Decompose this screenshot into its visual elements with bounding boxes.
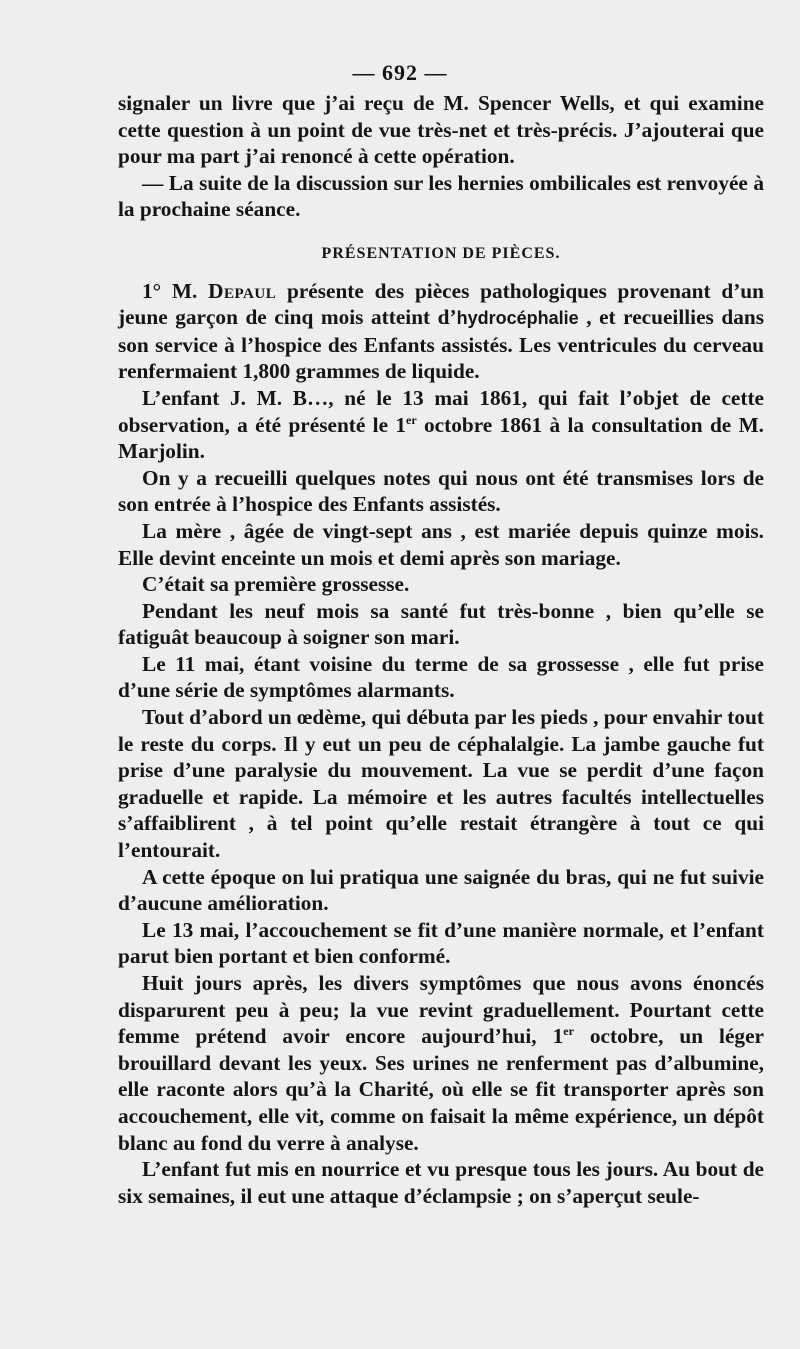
paragraph-discussion-deferred: — La suite de la discussion sur les hernies ombilicales est renvoyée à la prochaine séance. — [118, 170, 764, 222]
recovery-text-end: octobre, un léger brouillard devant les yeux. Ses urines ne renferment pas d’albumine, elle raconte alors qu’à la Charité, où elle se fit transporter après son accouchement, elle vit, comme on faisait la même expérience, un dépôt blanc au fond du verre à analyse. — [118, 1024, 764, 1155]
observation-text-end: octobre 1861 à la consultation de M. Marjolin. — [118, 412, 764, 464]
paragraph-first-pregnancy: C’était sa première grossesse. — [142, 572, 410, 597]
ordinal-suffix: er — [406, 412, 417, 427]
paragraph-symptoms: Tout d’abord un œdème, qui débuta par les pieds , pour envahir tout le reste du corps. Il y eut un peu de céphalalgie. La jambe gauche fut prise d’une paralysie du mouvement. La vue se perdit d’une façon graduelle et rapide. La mémoire et les autres facultés intellectuelles s’affaiblirent , à tel point qu’elle restait étrangère à tout ce qui l’entourait. — [118, 705, 764, 863]
paragraph-nursing: L’enfant fut mis en nourrice et vu presque tous les jours. Au bout de six semaines, il eut une attaque d’éclampsie ; on s’aperçut seule- — [118, 1157, 764, 1208]
paragraph-delivery: Le 13 mai, l’accouchement se fit d’une manière normale, et l’enfant parut bien portant et bien conformé. — [118, 917, 764, 969]
author-name: Depaul — [208, 278, 277, 303]
presentation-text-end: , et recueillies dans son service à l’hospice des Enfants assistés. Les ventricules du cerveau renfermaient 1,800 grammes de liquide. — [118, 305, 764, 384]
paragraph-symptoms-onset: Le 11 mai, étant voisine du terme de sa grossesse , elle fut prise d’une série de symptômes alarmants. — [118, 651, 764, 703]
observation-text: L’enfant J. M. B…, né le 13 mai 1861, qui fait l’objet de cette observation, a été présenté le 1 — [118, 385, 764, 437]
paragraph-recovery — [118, 970, 764, 1156]
item-number: 1° M. — [142, 278, 209, 303]
paragraph-mother: La mère , âgée de vingt-sept ans , est mariée depuis quinze mois. Elle devint enceinte un mois et demi après son mariage. — [118, 518, 764, 570]
paragraph-notes: On y a recueilli quelques notes qui nous ont été transmises lors de son entrée à l’hospice des Enfants assistés. — [118, 465, 764, 517]
diagnosis-term: hydrocéphalie — [456, 308, 579, 329]
recovery-text: Huit jours après, les divers symptômes que nous avons énoncés disparurent peu à peu; la vue revint graduellement. Pourtant cette femme prétend avoir encore aujourd’hui, 1 — [118, 971, 764, 1049]
section-heading: PRÉSENTATION DE PIÈCES. — [321, 244, 561, 262]
paragraph-continuation: signaler un livre que j’ai reçu de M. Spencer Wells, et qui examine cette question à un point de vue très-net et très-précis. J’ajouterai que pour ma part j’ai renoncé à cette opération. — [118, 91, 764, 169]
presentation-text: présente des pièces pathologiques provenant d’un jeune garçon de cinq mois atteint d’ — [118, 278, 764, 330]
ordinal-suffix: er — [563, 1024, 574, 1039]
paragraph-bleeding: A cette époque on lui pratiqua une saignée du bras, qui ne fut suivie d’aucune amélioration. — [118, 864, 764, 916]
paragraph-health: Pendant les neuf mois sa santé fut très-bonne , bien qu’elle se fatiguât beaucoup à soigner son mari. — [118, 598, 764, 650]
page-number: — 692 — — [352, 60, 448, 85]
body-text — [118, 90, 764, 1209]
paragraph-observation — [118, 385, 764, 465]
paragraph-depaul-presentation — [118, 278, 764, 385]
